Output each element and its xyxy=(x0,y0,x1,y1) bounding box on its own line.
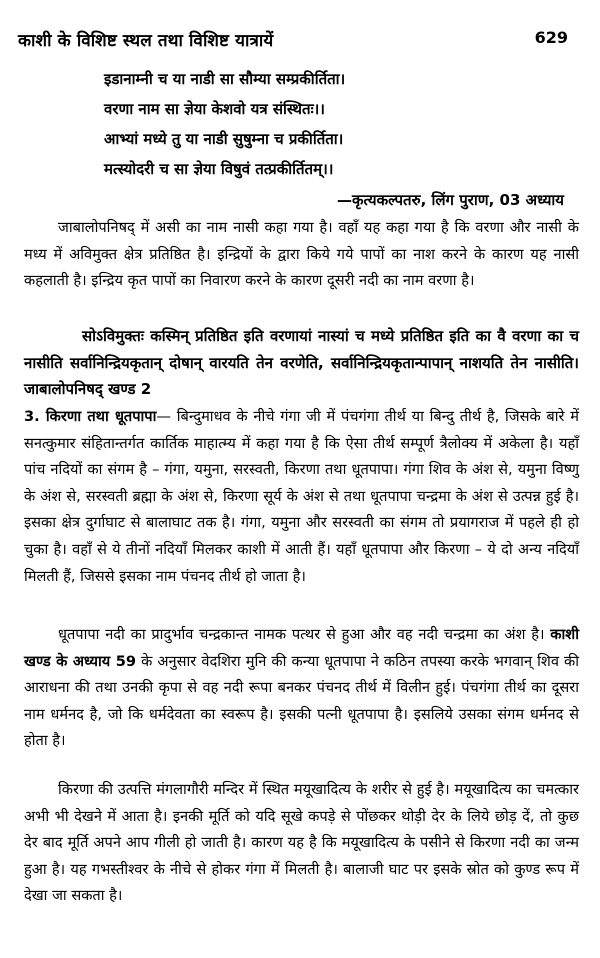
paragraph-text: धूतपापा नदी का प्रादुर्भाव चन्द्रकान्त नामक पत्थर से हुआ और वह नदी चन्द्रमा का अंश है। xyxy=(58,626,545,643)
sanskrit-text: सोऽविमुक्तः कस्मिन् प्रतिष्ठित इति वरणायां नास्यां च मध्ये प्रतिष्ठित इति का वै वरणा का च नासीति सर्वानिन्द्रियकृतान् दोषान् वारयति तेन वरणेति, सर्वानिन्द्रियकृतान्पापान् नाशयति तेन नासीति। जाबालोपनिषद् खण्ड 2 xyxy=(24,327,579,398)
verse-line: इडानाम्नी च या नाडी सा सौम्या सम्प्रकीर्तिता। xyxy=(104,70,346,88)
verse-source: —कृत्यकल्पतरु, लिंग पुराण, 03 अध्याय xyxy=(337,191,564,209)
paragraph-text: किरणा की उत्पत्ति मंगलागौरी मन्दिर में स्थित मयूखादित्य के शरीर से हुई है। मयूखादित्य का चमत्कार अभी भी देखने में आता है। इनकी मूर्ति को यदि सूखे कपड़े से पोंछकर थोड़ी देर के लिये छोड़ दें, तो कुछ देर बाद मूर्ति अपने आप गीली हो जाती है। कारण यह है कि मयूखादित्य के पसीने से किरणा नदी का जन्म हुआ है। यह गभस्तीश्वर के नीचे से होकर गंगा में मिलती है। बालाजी घाट पर इसके स्रोत को कुण्ड रूप में देखा जा सकता है। xyxy=(24,781,580,905)
section-heading: 3. किरणा तथा धूतपापा xyxy=(24,408,157,425)
verse-line: वरणा नाम सा ज्ञेया केशवो यत्र संस्थितः।। xyxy=(104,100,325,118)
kashi-khand-reference: काशी खण्ड के अध्याय 59 xyxy=(24,626,579,670)
paragraph-text: — बिन्दुमाधव के नीचे गंगा जी में पंचगंगा तीर्थ या बिन्दु तीर्थ है, जिसके बारे में सनत्कुमार संहितान्तर्गत कार्तिक माहात्म्य में कहा गया है कि ऐसा तीर्थ सम्पूर्ण त्रैलोक्य में अकेला है। यहाँ पांच नदियों का संगम है – गंगा, यमुना, सरस्वती, किरणा तथा धूतपापा। गंगा शिव के अंश से, यमुना विष्णु के अंश से, सरस्वती ब्रह्मा के अंश से, किरणा सूर्य के अंश से तथा धूतपापा चन्द्रमा के अंश से उत्पन्न हुई है। इसका क्षेत्र दुर्गाघाट से बालाघाट तक है। गंगा, यमुना और सरस्वती का संगम तो प्रयागराज में पहले ही हो चुका है। वहाँ से ये तीनों नदियाँ मिलकर काशी में आती हैं। यहाँ धूतपापा और किरणा – ये दो अन्य नदियाँ मिलती हैं, जिससे इसका नाम पंचनद तीर्थ हो जाता है। xyxy=(24,408,579,585)
paragraph-kirana-dhutapapa xyxy=(24,404,579,590)
page-number: 629 xyxy=(534,28,568,47)
paragraph-dhutapapa-origin xyxy=(24,622,579,755)
paragraph-text: जाबालोपनिषद् में असी का नाम नासी कहा गया है। वहाँ यह कहा गया है कि वरणा और नासी के मध्य में अविमुक्त क्षेत्र प्रतिष्ठित है। इन्द्रियों के द्वारा किये गये पापों का नाश करने के कारण यह नासी कहलाती है। इन्द्रिय कृत पापों का निवारण करने के कारण दूसरी नदी का नाम वरणा है। xyxy=(24,219,579,290)
verse-line: आभ्यां मध्ये तु या नाडी सुषुम्ना च प्रकीर्तिता। xyxy=(104,130,344,148)
verse-line: मत्स्योदरी च सा ज्ञेया विषुवं तत्प्रकीर्तितम्।। xyxy=(104,160,334,178)
paragraph-text: के अनुसार वेदशिरा मुनि की कन्या धूतपापा ने कठिन तपस्या करके भगवान् शिव की आराधना की तथा उनकी कृपा से वह नदी रूपा बनकर पंचनद तीर्थ में विलीन हुई। पंचगंगा तीर्थ का दूसरा नाम धर्मनद है, जो कि धर्मदेवता का स्वरूप है। इसकी पत्नी धूतपापा है। इसलिये उसका संगम धर्मनद से होता है। xyxy=(24,652,579,750)
paragraph-kirana-origin xyxy=(24,777,579,910)
verse-block xyxy=(0,64,600,184)
sanskrit-quote xyxy=(24,323,579,403)
page-header-title: काशी के विशिष्ट स्थल तथा विशिष्ट यात्रायें xyxy=(18,31,274,51)
paragraph-jabalopanishad xyxy=(24,215,579,295)
